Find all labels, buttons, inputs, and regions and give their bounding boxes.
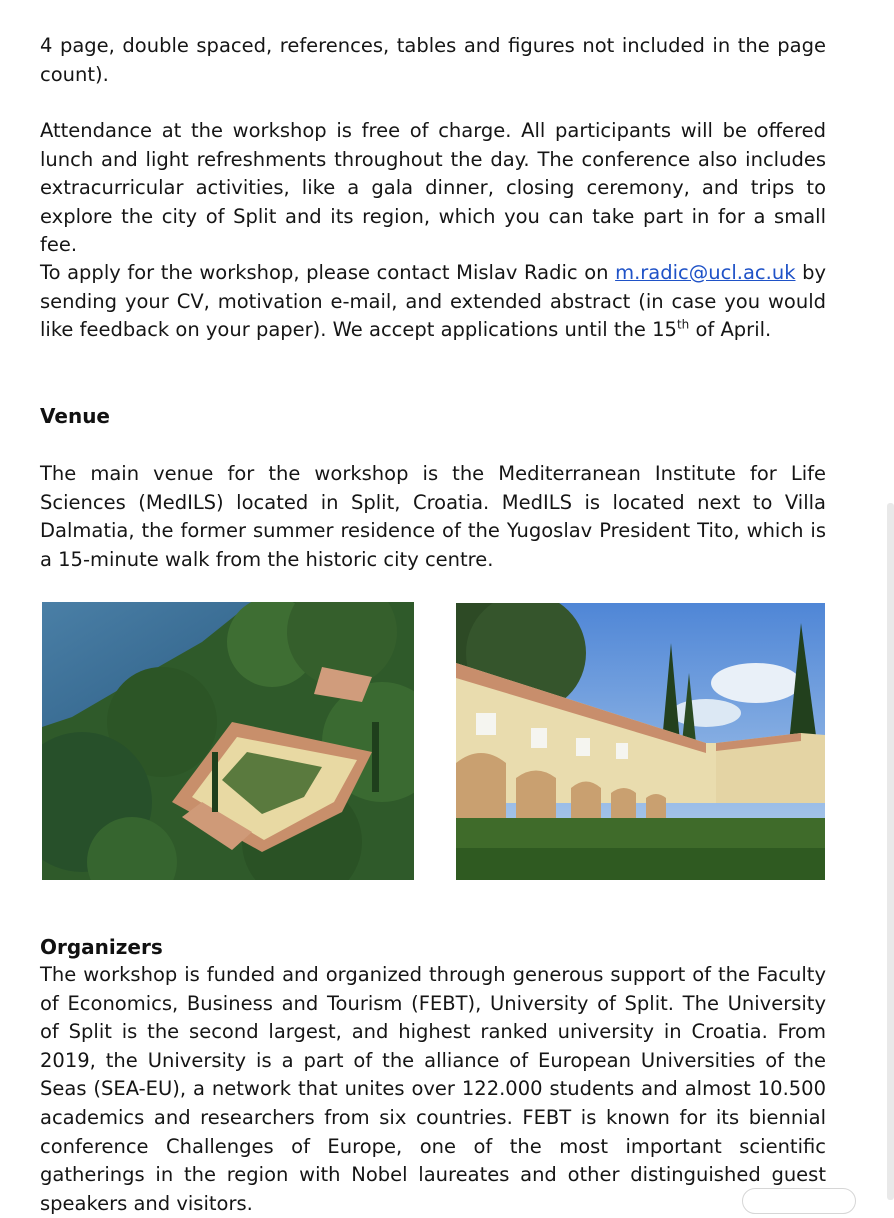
paragraph-attendance: Attendance at the workshop is free of charge. All participants will be offered lunch and light refreshments throughout the day. The conference also includes extracurricular activities, like a gala dinner, closing ceremony, and trips to explore the city of Split and its region, which you can take part in for a small fee. <box>40 119 826 257</box>
scrollbar[interactable] <box>887 503 894 1200</box>
venue-paragraph: The main venue for the workshop is the Mediterranean Institute for Life Sciences (MedILS) located in Split, Croatia. MedILS is located next to Villa Dalmatia, the former summer residence of the Yugoslav President Tito, which is a 15-minute walk from the historic city centre. <box>40 462 826 571</box>
paragraph-apply <box>40 259 826 345</box>
apply-text-end: of April. <box>689 318 772 342</box>
aerial-photo-medils <box>42 602 414 880</box>
apply-text-middle: by sending your CV, motivation e-mail, and extended abstract (in case you would like feedback on your paper). We accept applications until the 15 <box>40 261 826 342</box>
paragraph-page-count: 4 page, double spaced, references, tables and figures not included in the page count). <box>40 34 826 86</box>
email-link[interactable]: m.radic@ucl.ac.uk <box>615 261 796 284</box>
organizers-paragraph: The workshop is funded and organized through generous support of the Faculty of Economics, Business and Tourism (FEBT), University of Split. The University of Split is the second largest, and highest ranked university in Croatia. From 2019, the University is a part of the alliance of European Universities of the Seas (SEA-EU), a network that unites over 122.000 students and almost 10.500 academics and researchers from six countries. FEBT is known for its biennial conference Challenges of Europe, one of the most important scientific gatherings in the region with Nobel laureates and other distinguished guest speakers and visitors. <box>40 963 826 1215</box>
courtyard-photo-medils <box>456 603 825 880</box>
apply-text-start: To apply for the workshop, please contact Mislav Radic on <box>40 261 616 284</box>
ordinal-superscript: th <box>676 317 690 332</box>
venue-heading: Venue <box>40 404 110 428</box>
page-control-pill[interactable] <box>742 1188 856 1214</box>
organizers-heading: Organizers <box>40 935 163 959</box>
